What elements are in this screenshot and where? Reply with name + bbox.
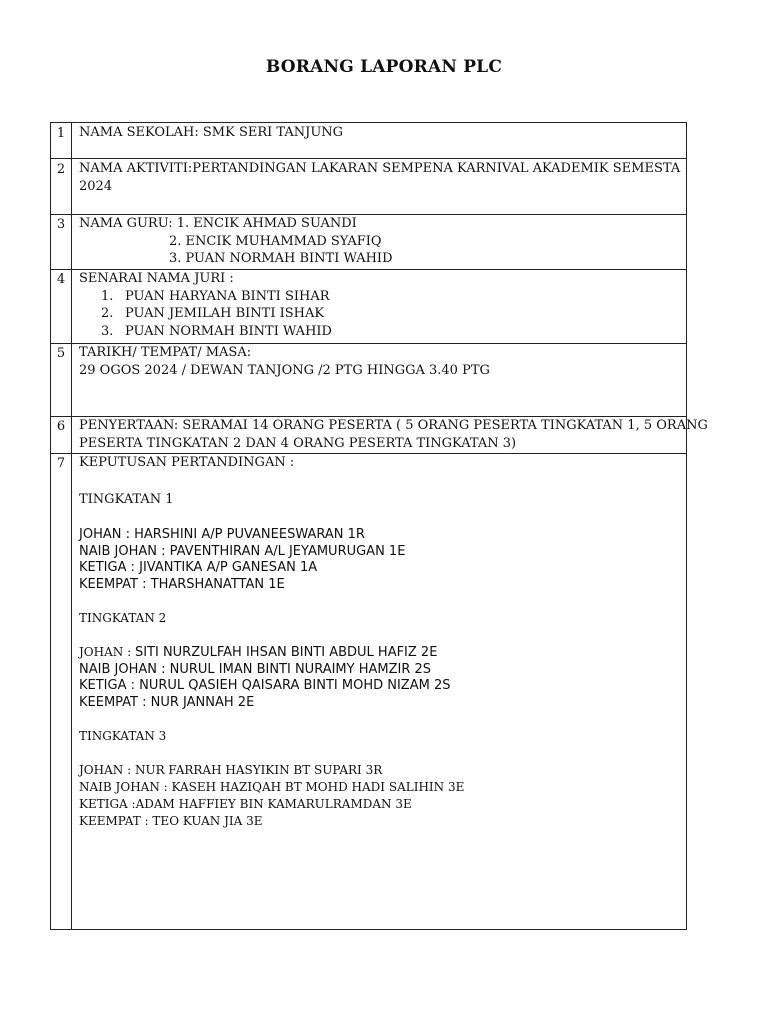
third-place: KETIGA : JIVANTIKA A/P GANESAN 1A [79, 560, 318, 575]
form-heading: TINGKATAN 1 [79, 491, 174, 507]
third-place: KETIGA :ADAM HAFFIEY BIN KAMARULRAMDAN 3E [79, 797, 412, 811]
row-number: 6 [56, 419, 66, 434]
activity-name [79, 160, 679, 195]
first-place: JOHAN : NUR FARRAH HASYIKIN BT SUPARI 3R [79, 763, 383, 777]
fourth-place: KEEMPAT : TEO KUAN JIA 3E [79, 814, 263, 828]
judge-number: 3. [101, 323, 114, 339]
judge-number: 1. [101, 288, 114, 304]
row-number: 5 [56, 346, 66, 361]
first-place-name: SITI NURZULFAH IHSAN BINTI ABDUL HAFIZ 2E [134, 645, 438, 660]
teacher-list [79, 215, 679, 268]
second-place: NAIB JOHAN : NURUL IMAN BINTI NURAIMY HAMZIR 2S [79, 661, 432, 677]
row-number: 3 [56, 217, 66, 232]
results-label: KEPUTUSAN PERTANDINGAN : [79, 455, 295, 470]
participation-line1: PENYERTAAN: SERAMAI 14 ORANG PESERTA ( 5 ORANG PESERTA TINGKATAN 1, 5 ORANG [79, 418, 708, 433]
activity-name-line2: 2024 [79, 178, 113, 194]
row-number: 2 [56, 162, 66, 177]
first-place: JOHAN : HARSHINI A/P PUVANEESWARAN 1R [79, 527, 365, 542]
judge-list [79, 270, 679, 340]
date-venue-time-value: 29 OGOS 2024 / DEWAN TANJONG /2 PTG HINGGA 3.40 PTG [79, 362, 490, 378]
date-venue-time-label: TARIKH/ TEMPAT/ MASA: [79, 345, 252, 360]
teacher-label: NAMA GURU: 1. ENCIK AHMAD SUANDI [79, 216, 357, 231]
judge-item [79, 323, 679, 341]
row-number: 7 [56, 456, 66, 471]
date-venue-time [79, 344, 679, 379]
fourth-place: KEEMPAT : NUR JANNAH 2E [79, 694, 255, 710]
second-place: NAIB JOHAN : PAVENTHIRAN A/L JEYAMURUGAN 1E [79, 543, 406, 559]
first-place-prefix: JOHAN : [79, 645, 135, 659]
school-name: NAMA SEKOLAH: SMK SERI TANJUNG [79, 125, 344, 140]
judge-label: SENARAI NAMA JURI : [79, 271, 234, 286]
form-heading: TINGKATAN 3 [79, 729, 167, 743]
activity-name-line1: NAMA AKTIVITI:PERTANDINGAN LAKARAN SEMPENA KARNIVAL AKADEMIK SEMESTA [79, 161, 681, 176]
participation-line2: PESERTA TINGKATAN 2 DAN 4 ORANG PESERTA TINGKATAN 3) [79, 435, 517, 451]
judge-name: PUAN JEMILAH BINTI ISHAK [125, 306, 325, 321]
teacher-item: 3. PUAN NORMAH BINTI WAHID [169, 251, 393, 266]
judge-name: PUAN HARYANA BINTI SIHAR [125, 288, 330, 304]
third-place: KETIGA : NURUL QASIEH QAISARA BINTI MOHD NIZAM 2S [79, 678, 451, 693]
first-place [79, 644, 679, 662]
form-heading: TINGKATAN 2 [79, 611, 167, 625]
column-divider [71, 123, 72, 929]
report-table [50, 122, 708, 930]
results [79, 454, 679, 830]
row-number: 4 [56, 272, 66, 287]
page-title: BORANG LAPORAN PLC [265, 57, 503, 77]
teacher-item: 2. ENCIK MUHAMMAD SYAFIQ [169, 233, 382, 249]
judge-item [79, 305, 679, 323]
row-number: 1 [56, 126, 66, 141]
judge-item [79, 288, 679, 306]
judge-name: PUAN NORMAH BINTI WAHID [125, 323, 332, 339]
row-divider [51, 158, 686, 159]
participation [79, 417, 708, 452]
judge-number: 2. [101, 306, 114, 321]
second-place: NAIB JOHAN : KASEH HAZIQAH BT MOHD HADI SALIHIN 3E [79, 780, 465, 794]
fourth-place: KEEMPAT : THARSHANATTAN 1E [79, 576, 285, 592]
